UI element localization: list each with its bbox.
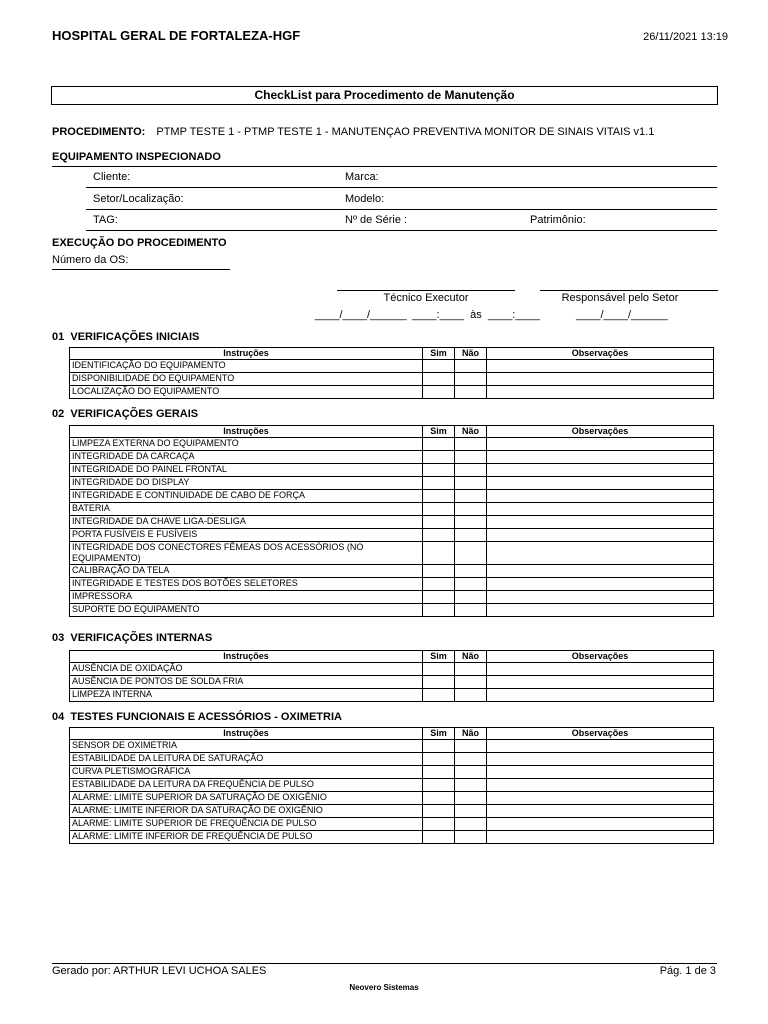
- row-divider: [86, 187, 717, 188]
- nao-cell[interactable]: [455, 490, 487, 503]
- sim-cell[interactable]: [423, 818, 455, 831]
- equipment-heading: EQUIPAMENTO INSPECIONADO: [52, 151, 221, 163]
- section-02-heading: [52, 408, 198, 420]
- sim-cell[interactable]: [423, 831, 455, 844]
- observacoes-cell[interactable]: [487, 386, 714, 399]
- instruction-cell: ALARME: LIMITE SUPERIOR DE FREQUÊNCIA DE PULSO: [70, 818, 423, 831]
- table-row: [70, 663, 714, 676]
- sim-cell[interactable]: [423, 805, 455, 818]
- sim-cell[interactable]: [423, 591, 455, 604]
- sim-cell[interactable]: [423, 542, 455, 565]
- table-header-row: [70, 426, 714, 438]
- nao-cell[interactable]: [455, 451, 487, 464]
- sim-cell[interactable]: [423, 689, 455, 702]
- sim-cell[interactable]: [423, 360, 455, 373]
- instruction-cell: IDENTIFICAÇÃO DO EQUIPAMENTO: [70, 360, 423, 373]
- nao-cell[interactable]: [455, 373, 487, 386]
- table-row: [70, 818, 714, 831]
- section-number: 04: [52, 711, 65, 723]
- observacoes-cell[interactable]: [487, 529, 714, 542]
- instruction-cell: SUPORTE DO EQUIPAMENTO: [70, 604, 423, 617]
- table-row: [70, 831, 714, 844]
- col-observacoes: Observações: [487, 348, 714, 360]
- observacoes-cell[interactable]: [487, 438, 714, 451]
- observacoes-cell[interactable]: [487, 604, 714, 617]
- observacoes-cell[interactable]: [487, 477, 714, 490]
- sim-cell[interactable]: [423, 490, 455, 503]
- table-row: [70, 516, 714, 529]
- table-row: [70, 753, 714, 766]
- patrimonio-label: Patrimônio:: [530, 214, 586, 226]
- nao-cell[interactable]: [455, 360, 487, 373]
- nao-cell[interactable]: [455, 792, 487, 805]
- table-row: [70, 386, 714, 399]
- nao-cell[interactable]: [455, 529, 487, 542]
- responsavel-label: Responsável pelo Setor: [561, 292, 679, 304]
- section-number: 02: [52, 408, 65, 420]
- nao-cell[interactable]: [455, 779, 487, 792]
- sim-cell[interactable]: [423, 516, 455, 529]
- section-01-table: [69, 347, 714, 399]
- sim-cell[interactable]: [423, 676, 455, 689]
- col-sim: Sim: [423, 728, 455, 740]
- table-row: [70, 792, 714, 805]
- observacoes-cell[interactable]: [487, 516, 714, 529]
- section-03-table: [69, 650, 714, 702]
- observacoes-cell[interactable]: [487, 676, 714, 689]
- nao-cell[interactable]: [455, 689, 487, 702]
- date-blank-responsavel: ____/____/______: [576, 309, 668, 321]
- date-blank-tecnico: ____/____/______: [315, 309, 407, 321]
- observacoes-cell[interactable]: [487, 373, 714, 386]
- col-observacoes: Observações: [487, 426, 714, 438]
- instruction-cell: SENSOR DE OXIMETRIA: [70, 740, 423, 753]
- sim-cell[interactable]: [423, 464, 455, 477]
- row-divider: [86, 230, 717, 231]
- row-divider: [86, 209, 717, 210]
- observacoes-cell[interactable]: [487, 663, 714, 676]
- col-instrucoes: Instruções: [70, 728, 423, 740]
- table-row: [70, 477, 714, 490]
- instruction-cell: INTEGRIDADE E CONTINUIDADE DE CABO DE FORÇA: [70, 490, 423, 503]
- sim-cell[interactable]: [423, 779, 455, 792]
- instruction-cell: PORTA FUSÍVEIS E FUSÍVEIS: [70, 529, 423, 542]
- nao-cell[interactable]: [455, 578, 487, 591]
- section-03-heading: [52, 632, 212, 644]
- observacoes-cell[interactable]: [487, 542, 714, 565]
- instruction-cell: LIMPEZA EXTERNA DO EQUIPAMENTO: [70, 438, 423, 451]
- instruction-cell: ESTABILIDADE DA LEITURA DA FREQUÊNCIA DE PULSO: [70, 779, 423, 792]
- table-row: [70, 740, 714, 753]
- table-row: [70, 373, 714, 386]
- nao-cell[interactable]: [455, 516, 487, 529]
- nao-cell[interactable]: [455, 676, 487, 689]
- table-header-row: [70, 728, 714, 740]
- col-nao: Não: [455, 728, 487, 740]
- tecnico-signature-line: [337, 290, 515, 291]
- tag-label: TAG:: [93, 214, 118, 226]
- instruction-cell: INTEGRIDADE DO PAINEL FRONTAL: [70, 464, 423, 477]
- table-row: [70, 591, 714, 604]
- sim-cell[interactable]: [423, 386, 455, 399]
- section-title: VERIFICAÇÕES INTERNAS: [70, 632, 213, 644]
- col-observacoes: Observações: [487, 728, 714, 740]
- section-title: TESTES FUNCIONAIS E ACESSÓRIOS - OXIMETRIA: [70, 711, 342, 723]
- instruction-cell: INTEGRIDADE DA CHAVE LIGA-DESLIGA: [70, 516, 423, 529]
- nao-cell[interactable]: [455, 591, 487, 604]
- table-row: [70, 805, 714, 818]
- instruction-cell: DISPONIBILIDADE DO EQUIPAMENTO: [70, 373, 423, 386]
- sim-cell[interactable]: [423, 438, 455, 451]
- observacoes-cell[interactable]: [487, 503, 714, 516]
- nao-cell[interactable]: [455, 565, 487, 578]
- sim-cell[interactable]: [423, 792, 455, 805]
- setor-label: Setor/Localização:: [93, 193, 184, 205]
- table-row: [70, 438, 714, 451]
- instruction-cell: INTEGRIDADE DOS CONECTORES FÊMEAS DOS ACESSÓRIOS (NO EQUIPAMENTO): [70, 542, 423, 565]
- brand-footer: Neovero Sistemas: [349, 983, 419, 992]
- generated-by: Gerado por: ARTHUR LEVI UCHOA SALES: [52, 965, 267, 977]
- section-number: 03: [52, 632, 65, 644]
- nao-cell[interactable]: [455, 503, 487, 516]
- instruction-cell: AUSÊNCIA DE PONTOS DE SOLDA FRIA: [70, 676, 423, 689]
- table-row: [70, 360, 714, 373]
- observacoes-cell[interactable]: [487, 464, 714, 477]
- responsavel-signature-line: [540, 290, 718, 291]
- observacoes-cell[interactable]: [487, 766, 714, 779]
- instruction-cell: BATERIA: [70, 503, 423, 516]
- sim-cell[interactable]: [423, 753, 455, 766]
- procedure-label: PROCEDIMENTO:: [52, 126, 146, 138]
- marca-label: Marca:: [345, 171, 379, 183]
- observacoes-cell[interactable]: [487, 805, 714, 818]
- instruction-cell: AUSÊNCIA DE OXIDAÇÃO: [70, 663, 423, 676]
- observacoes-cell[interactable]: [487, 753, 714, 766]
- sim-cell[interactable]: [423, 451, 455, 464]
- instruction-cell: ESTABILIDADE DA LEITURA DE SATURAÇÃO: [70, 753, 423, 766]
- observacoes-cell[interactable]: [487, 740, 714, 753]
- section-02-table: [69, 425, 714, 617]
- instruction-cell: INTEGRIDADE DA CARCAÇA: [70, 451, 423, 464]
- sim-cell[interactable]: [423, 663, 455, 676]
- modelo-label: Modelo:: [345, 193, 385, 205]
- print-datetime: 26/11/2021 13:19: [643, 31, 728, 43]
- tecnico-label: Técnico Executor: [383, 292, 469, 304]
- table-row: [70, 779, 714, 792]
- instruction-cell: INTEGRIDADE E TESTES DOS BOTÕES SELETORES: [70, 578, 423, 591]
- col-nao: Não: [455, 348, 487, 360]
- procedure-value: PTMP TESTE 1 - PTMP TESTE 1 - MANUTENÇAO PREVENTIVA MONITOR DE SINAIS VITAIS v1.1: [156, 126, 655, 138]
- instruction-cell: ALARME: LIMITE INFERIOR DE FREQUÊNCIA DE PULSO: [70, 831, 423, 844]
- nao-cell[interactable]: [455, 805, 487, 818]
- os-number-label: Número da OS:: [52, 254, 129, 266]
- nao-cell[interactable]: [455, 604, 487, 617]
- nao-cell[interactable]: [455, 464, 487, 477]
- table-row: [70, 565, 714, 578]
- observacoes-cell[interactable]: [487, 818, 714, 831]
- table-row: [70, 503, 714, 516]
- col-nao: Não: [455, 651, 487, 663]
- instruction-cell: ALARME: LIMITE SUPERIOR DA SATURAÇÃO DE OXIGÊNIO: [70, 792, 423, 805]
- table-row: [70, 578, 714, 591]
- document-title: CheckList para Procedimento de Manutenção: [51, 86, 718, 105]
- nao-cell[interactable]: [455, 663, 487, 676]
- nao-cell[interactable]: [455, 542, 487, 565]
- nao-cell[interactable]: [455, 740, 487, 753]
- table-row: [70, 490, 714, 503]
- observacoes-cell[interactable]: [487, 451, 714, 464]
- sim-cell[interactable]: [423, 578, 455, 591]
- section-title: VERIFICAÇÕES INICIAIS: [70, 331, 200, 343]
- equipment-divider: [52, 166, 717, 167]
- instruction-cell: CALIBRAÇÃO DA TELA: [70, 565, 423, 578]
- nao-cell[interactable]: [455, 386, 487, 399]
- nao-cell[interactable]: [455, 766, 487, 779]
- col-nao: Não: [455, 426, 487, 438]
- section-04-heading: [52, 711, 342, 723]
- section-number: 01: [52, 331, 65, 343]
- nao-cell[interactable]: [455, 753, 487, 766]
- instruction-cell: IMPRESSORA: [70, 591, 423, 604]
- col-instrucoes: Instruções: [70, 651, 423, 663]
- procedure-line: [52, 126, 654, 138]
- section-04-table: [69, 727, 714, 844]
- table-row: [70, 464, 714, 477]
- col-sim: Sim: [423, 348, 455, 360]
- sim-cell[interactable]: [423, 766, 455, 779]
- observacoes-cell[interactable]: [487, 831, 714, 844]
- table-row: [70, 676, 714, 689]
- sim-cell[interactable]: [423, 604, 455, 617]
- instruction-cell: CURVA PLETISMOGRÁFICA: [70, 766, 423, 779]
- observacoes-cell[interactable]: [487, 779, 714, 792]
- observacoes-cell[interactable]: [487, 591, 714, 604]
- section-title: VERIFICAÇÕES GERAIS: [70, 408, 199, 420]
- observacoes-cell[interactable]: [487, 578, 714, 591]
- table-header-row: [70, 348, 714, 360]
- instruction-cell: LIMPEZA INTERNA: [70, 689, 423, 702]
- nao-cell[interactable]: [455, 438, 487, 451]
- page-number: Pág. 1 de 3: [659, 965, 716, 977]
- table-row: [70, 542, 714, 565]
- sim-cell[interactable]: [423, 529, 455, 542]
- observacoes-cell[interactable]: [487, 565, 714, 578]
- observacoes-cell[interactable]: [487, 490, 714, 503]
- sim-cell[interactable]: [423, 503, 455, 516]
- observacoes-cell[interactable]: [487, 689, 714, 702]
- footer-divider: [52, 963, 717, 964]
- hospital-name: HOSPITAL GERAL DE FORTALEZA-HGF: [52, 28, 301, 43]
- sim-cell[interactable]: [423, 740, 455, 753]
- sim-cell[interactable]: [423, 477, 455, 490]
- observacoes-cell[interactable]: [487, 360, 714, 373]
- table-header-row: [70, 651, 714, 663]
- col-observacoes: Observações: [487, 651, 714, 663]
- execution-heading: EXECUÇÃO DO PROCEDIMENTO: [52, 237, 227, 249]
- col-sim: Sim: [423, 426, 455, 438]
- nao-cell[interactable]: [455, 818, 487, 831]
- instruction-cell: LOCALIZAÇÃO DO EQUIPAMENTO: [70, 386, 423, 399]
- col-instrucoes: Instruções: [70, 426, 423, 438]
- table-row: [70, 604, 714, 617]
- table-row: [70, 529, 714, 542]
- time-blank: ____:____ às ____:____: [412, 309, 540, 321]
- col-sim: Sim: [423, 651, 455, 663]
- table-row: [70, 766, 714, 779]
- col-instrucoes: Instruções: [70, 348, 423, 360]
- table-row: [70, 689, 714, 702]
- nao-cell[interactable]: [455, 831, 487, 844]
- observacoes-cell[interactable]: [487, 792, 714, 805]
- os-number-line: [52, 269, 230, 270]
- sim-cell[interactable]: [423, 565, 455, 578]
- sim-cell[interactable]: [423, 373, 455, 386]
- nao-cell[interactable]: [455, 477, 487, 490]
- cliente-label: Cliente:: [93, 171, 131, 183]
- table-row: [70, 451, 714, 464]
- section-01-heading: [52, 331, 199, 343]
- instruction-cell: INTEGRIDADE DO DISPLAY: [70, 477, 423, 490]
- serie-label: Nº de Série :: [345, 214, 408, 226]
- instruction-cell: ALARME: LIMITE INFERIOR DA SATURAÇÃO DE OXIGÊNIO: [70, 805, 423, 818]
